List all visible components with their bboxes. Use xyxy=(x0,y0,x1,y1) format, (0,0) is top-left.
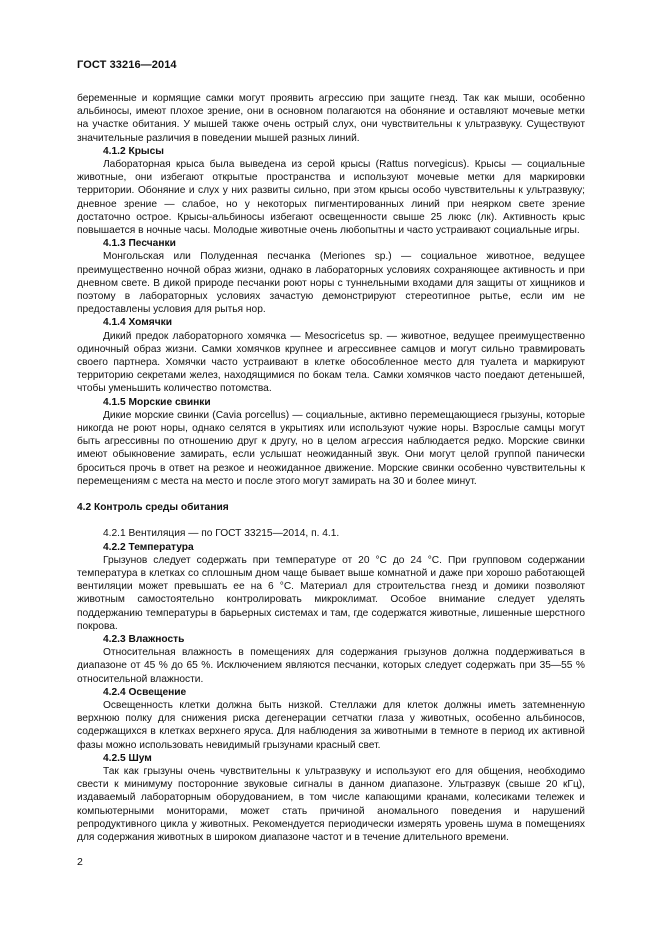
document-header: ГОСТ 33216—2014 xyxy=(77,59,177,71)
heading-4-2-3: 4.2.3 Влажность xyxy=(103,633,185,645)
paragraph-4-2-1: 4.2.1 Вентиляция — по ГОСТ 33215—2014, п. 4.1. xyxy=(103,528,340,540)
paragraph-4-1-5: Дикие морские свинки (Cavia porcellus) — социальные, активно перемещающиеся грызуны, которые никогда не роют норы, однако селятся в укрытиях или используют чужие норы. Взрослые самцы могут быть агрессивны по отношению друг к другу, но в целом агрессия наблюдается редко. Морские свинки имеют обыкновение замирать, если услышат неожиданный звук. Они могут целой группой панически броситься прочь в ответ на резкое и неожиданное движение. Морские свинки особенно чувствительны к перемещениям с места на место и после этого могут замирать на 30 и более минут. xyxy=(77,409,585,487)
heading-4-2-2: 4.2.2 Температура xyxy=(103,541,194,553)
paragraph-4-2-5: Так как грызуны очень чувствительны к ультразвуку и используют его для общения, необходимо свести к минимуму посторонние звуковые сигналы в данном диапазоне. Ультразвук (свыше 20 кГц), издаваемый лабораторным оборудованием, в том числе капающими кранами, колесиками тележек и компьютерными мониторами, может стать причиной аномального поведения и нарушений репродуктивного цикла у животных. Рекомендуется периодически измерять уровень шума в помещениях для содержания животных в широком диапазоне частот и в течение длительного времени. xyxy=(77,765,585,843)
heading-4-1-4: 4.1.4 Хомячки xyxy=(103,317,172,329)
paragraph-4-2-2: Грызунов следует содержать при температуре от 20 °С до 24 °С. При групповом содержании температура в клетках со сплошным дном чаще бывает выше комнатной и даже при хорошо работающей вентиляции может превышать ее на 6 °С. Материал для строительства гнезд и домики позволяют животным самостоятельно контролировать микроклимат. Особое внимание следует уделять поддержанию температуры в барьерных системах и там, где содержатся животные, лишенные шерстного покрова. xyxy=(77,554,585,632)
document-body xyxy=(77,92,585,844)
heading-4-1-2: 4.1.2 Крысы xyxy=(103,145,164,157)
paragraph-4-1-3: Монгольская или Полуденная песчанка (Meriones sp.) — социальное животное, ведущее преимущественно ночной образ жизни, однако в лабораторных условиях сохраняющее активность и при дневном свете. В дикой природе песчанки роют норы с туннельными входами для защиты от хищников и поэтому в лабораторных условиях зачастую демонстрируют стереотипное рытье, если им не предоставлены условия для рытья нор. xyxy=(77,251,585,316)
heading-4-2-4: 4.2.4 Освещение xyxy=(103,686,187,698)
heading-4-2: 4.2 Контроль среды обитания xyxy=(77,502,229,514)
heading-4-1-5: 4.1.5 Морские свинки xyxy=(103,396,211,408)
page-number: 2 xyxy=(77,856,83,868)
heading-4-1-3: 4.1.3 Песчанки xyxy=(103,238,176,250)
paragraph-4-2-4: Освещенность клетки должна быть низкой. Стеллажи для клеток должны иметь затемненную верхнюю полку для снижения риска дегенерации сетчатки глаза у животных, особенно альбиносов, содержащихся в клетках верхнего яруса. Для наблюдения за животными в темноте в период их активной фазы можно использовать невидимый грызунами красный свет. xyxy=(77,699,585,751)
paragraph-4-2-3: Относительная влажность в помещениях для содержания грызунов должна поддерживаться в диапазоне от 45 % до 65 %. Исключением являются песчанки, которых следует содержать при 35—55 % относительной влажности. xyxy=(77,647,585,685)
heading-4-2-5: 4.2.5 Шум xyxy=(103,752,152,764)
intro-paragraph: беременные и кормящие самки могут проявить агрессию при защите гнезд. Так как мыши, особенно альбиносы, имеют плохое зрение, они в основном полагаются на обоняние и оставляют мочевые метки на участке обитания. У мышей также очень острый слух, они чувствительны к ультразвуку. Существуют значительные различия в поведении мышей разных линий. xyxy=(77,93,585,144)
paragraph-4-1-4: Дикий предок лабораторного хомячка — Mesocricetus sp. — животное, ведущее преимущественно одиночный образ жизни. Самки хомячков крупнее и агрессивнее самцов и могут сильно травмировать своего партнера. Хомячки часто устраивают в клетке обособленное место для туалета и маркируют территорию секретами желез, находящимися по бокам тела. Самки хомячков часто поедают детенышей, чтобы уменьшить количество потомства. xyxy=(77,330,585,395)
paragraph-4-1-2: Лабораторная крыса была выведена из серой крысы (Rattus norvegicus). Крысы — социальные животные, они избегают открытые пространства и используют мочевые метки для маркировки территории. Обоняние и слух у них развиты сильно, при этом крысы особо чувствительны к ультразвуку; дневное зрение — слабое, но у некоторых пигментированных линий при неярком свете зрение достаточно острое. Крысы-альбиносы избегают освещенности свыше 25 люкс (лк). Активность крыс повышается в ночные часы. Молодые животные очень любопытны и часто устраивают социальные игры. xyxy=(77,159,585,237)
